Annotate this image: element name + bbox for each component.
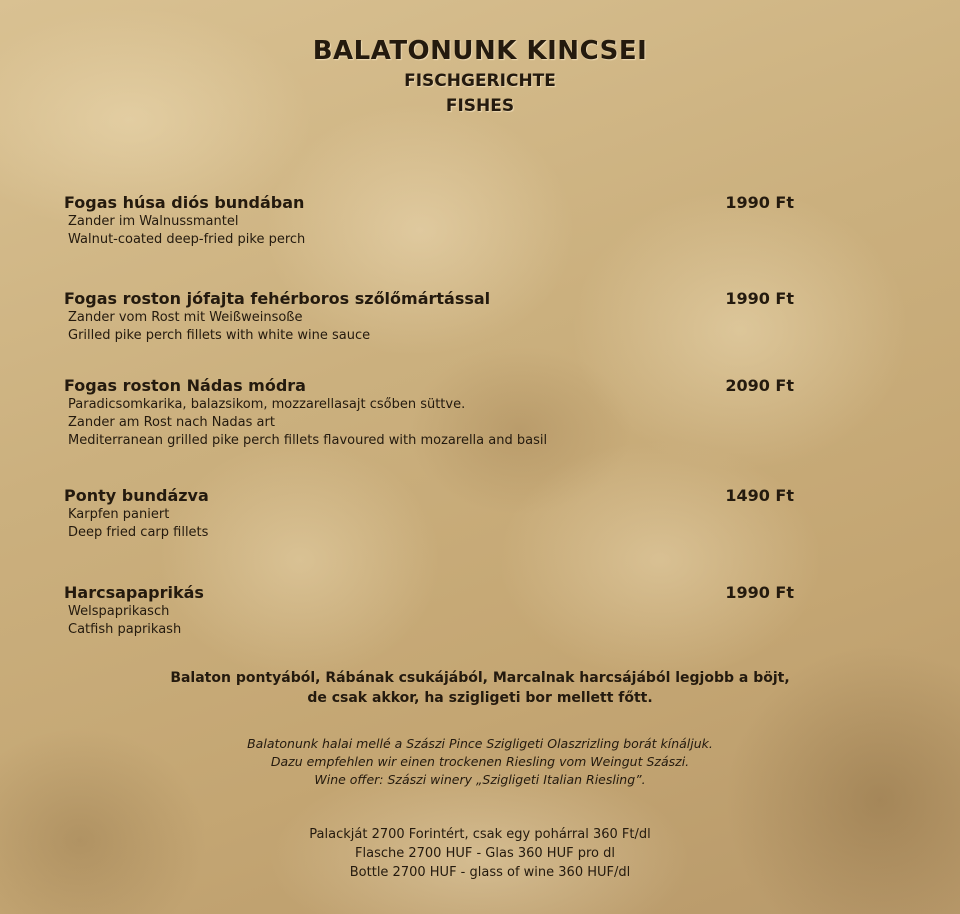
dish-name: Fogas húsa diós bundában — [64, 193, 305, 212]
dish-item — [64, 289, 794, 345]
dish-description: Welspaprikasch — [68, 604, 170, 619]
bottle-prices — [0, 825, 960, 882]
dish-item — [64, 583, 794, 639]
proverb — [0, 668, 960, 708]
wine-offer — [0, 735, 960, 789]
dish-description: Catfish paprikash — [68, 622, 182, 637]
dish-description: Zander am Rost nach Nadas art — [68, 415, 275, 430]
dish-price: 1990 Ft — [725, 193, 794, 212]
menu-subtitle-de: FISCHGERICHTE — [404, 71, 556, 91]
bottle-price-line: Flasche 2700 HUF - Glas 360 HUF pro dl — [355, 846, 615, 861]
dish-item — [64, 193, 794, 249]
proverb-line: de csak akkor, ha szigligeti bor mellett főtt. — [307, 690, 653, 706]
dish-description: Zander im Walnussmantel — [68, 214, 239, 229]
wine-offer-line: Dazu empfehlen wir einen trockenen Riesling vom Weingut Szászi. — [270, 754, 690, 769]
dish-item — [64, 376, 794, 450]
wine-offer-line: Balatonunk halai mellé a Szászi Pince Szigligeti Olaszrizling borát kínáljuk. — [247, 736, 713, 751]
dish-name: Ponty bundázva — [64, 486, 209, 505]
wine-offer-line: Wine offer: Szászi winery „Szigligeti Italian Riesling”. — [314, 772, 646, 787]
dish-price: 2090 Ft — [725, 376, 794, 395]
dish-price: 1990 Ft — [725, 289, 794, 308]
menu-subtitle-en: FISHES — [445, 96, 515, 116]
dish-description: Paradicsomkarika, balazsikom, mozzarellasajt csőben süttve. — [68, 397, 466, 412]
dish-description: Mediterranean grilled pike perch fillets flavoured with mozarella and basil — [68, 433, 548, 448]
dish-description: Deep fried carp fillets — [68, 525, 209, 540]
dish-item — [64, 486, 794, 542]
dish-description: Walnut-coated deep-fried pike perch — [68, 232, 306, 247]
bottle-price-line: Palackját 2700 Forintért, csak egy pohárral 360 Ft/dl — [309, 827, 651, 842]
dish-description: Zander vom Rost mit Weißweinsoße — [68, 310, 303, 325]
dish-name: Fogas roston Nádas módra — [64, 376, 306, 395]
dish-description: Grilled pike perch fillets with white wine sauce — [68, 328, 371, 343]
menu-title: BALATONUNK KINCSEI — [312, 36, 648, 66]
dish-name: Fogas roston jófajta fehérboros szőlőmártással — [64, 289, 491, 308]
bottle-price-line: Bottle 2700 HUF - glass of wine 360 HUF/dl — [349, 865, 631, 880]
dish-name: Harcsapaprikás — [64, 583, 204, 602]
dish-price: 1990 Ft — [725, 583, 794, 602]
dish-description: Karpfen paniert — [68, 507, 170, 522]
dish-price: 1490 Ft — [725, 486, 794, 505]
proverb-line: Balaton pontyából, Rábának csukájából, Marcalnak harcsájából legjobb a böjt, — [170, 670, 790, 686]
